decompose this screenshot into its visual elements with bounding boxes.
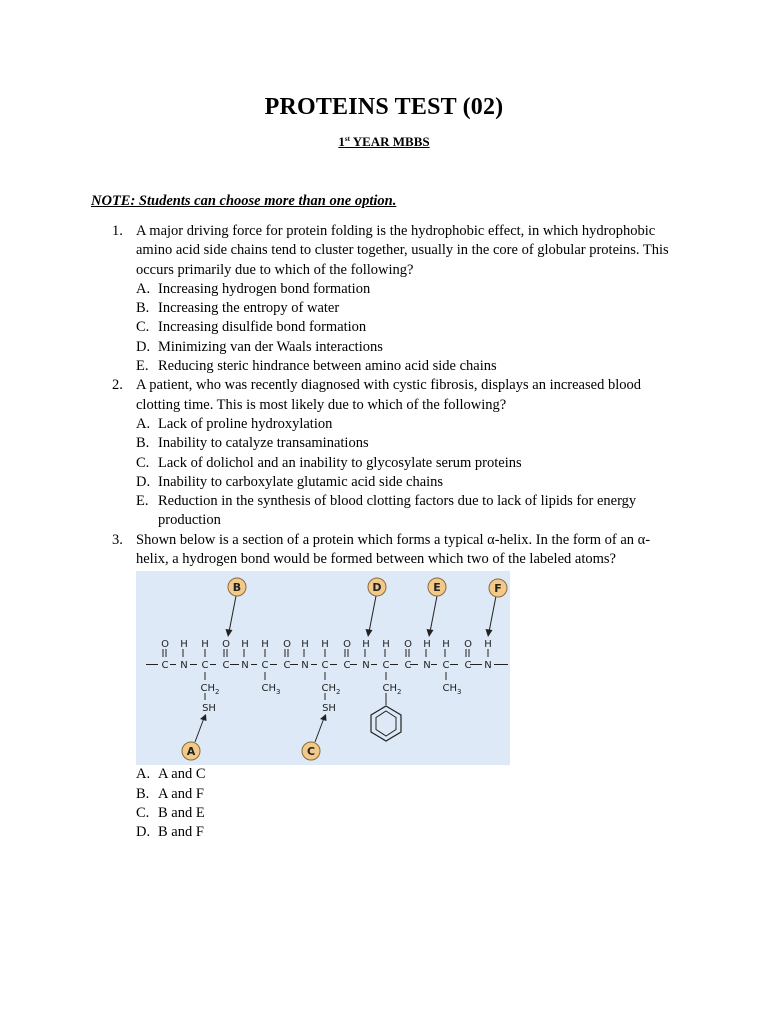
group-ch2: $CH_2$ [382,683,402,697]
option-text: Inability to carboxylate glutamic acid side chains [158,473,444,490]
callout-f-label: F [494,582,502,596]
callout-a-label: A [186,745,196,759]
atom-c: C [261,660,269,672]
group-ch2: $CH_2$ [200,683,220,697]
option-letter: A. [136,766,151,783]
option-c[interactable] [136,804,676,823]
option-text: Lack of proline hydroxylation [158,415,333,432]
option-letter: E. [136,358,149,375]
peptide-structure-figure [136,571,510,765]
option-a[interactable] [136,415,676,434]
question-number: 3. [112,531,123,548]
question-text: Shown below is a section of a protein which forms a typical α-helix. In the form of an α-helix, a hydrogen bond would be formed between which two of the labeled atoms? [136,531,651,568]
callout-c-label: C [306,745,316,759]
question-number: 1. [112,223,123,239]
callout-d [368,578,386,596]
peptide-structure-diagram [136,571,510,765]
callout-e-label: E [433,581,441,595]
page-title: PROTEINS TEST (02) [264,94,504,120]
question-3 [0,531,676,843]
atom-n: N [362,660,370,672]
atom-c: C [201,660,209,672]
callout-c [302,742,320,760]
question-list [0,222,768,843]
question-1 [0,222,676,376]
atom-h: H [362,639,370,651]
option-c[interactable] [136,318,676,337]
option-text: A and C [158,766,206,783]
option-text: Increasing hydrogen bond formation [158,280,371,297]
page-subtitle [0,134,768,150]
atom-h: H [423,639,431,651]
atom-h: H [321,639,329,651]
option-letter: A. [136,415,151,432]
option-e[interactable] [136,492,676,531]
instruction-note: NOTE: Students can choose more than one option. [91,193,397,209]
option-letter: C. [136,804,150,821]
option-d[interactable] [136,338,676,357]
option-a[interactable] [136,765,676,784]
atom-n: N [241,660,249,672]
atom-c: C [442,660,450,672]
atom-h: H [201,639,209,651]
atom-n: N [423,660,431,672]
callout-a [182,742,200,760]
atom-o: O [404,639,412,651]
callout-d-label: D [372,581,382,595]
option-a[interactable] [136,280,676,299]
option-letter: A. [136,280,151,297]
question-2 [0,376,676,530]
atom-o: O [343,639,351,651]
option-letter: B. [136,435,150,452]
atom-h: H [442,639,450,651]
option-text: Lack of dolichol and an inability to glycosylate serum proteins [158,454,522,471]
option-d[interactable] [136,823,676,842]
atom-c: C [321,660,329,672]
callout-b [228,578,246,596]
option-letter: C. [136,319,150,336]
atom-c: C [343,660,351,672]
atom-h: H [382,639,390,651]
group-ch3: $CH_3$ [261,683,281,697]
option-b[interactable] [136,785,676,804]
option-letter: B. [136,785,150,802]
atom-o: O [161,639,169,651]
atom-c: C [222,660,230,672]
atom-n: N [180,660,188,672]
question-text: A patient, who was recently diagnosed with cystic fibrosis, displays an increased blood clotting time. This is most likely due to which of the following? [136,377,641,413]
atom-h: H [180,639,188,651]
callout-b-label: B [232,581,242,595]
atom-h: H [261,639,269,651]
option-text: Increasing the entropy of water [158,300,340,317]
option-letter: C. [136,454,150,471]
atom-o: O [283,639,291,651]
atom-o: O [464,639,472,651]
option-e[interactable] [136,357,676,376]
group-sh: SH [322,703,336,715]
option-text: A and F [158,785,204,802]
question-number: 2. [112,377,123,394]
callout-f [489,579,507,597]
option-text: Increasing disulfide bond formation [158,319,367,336]
option-text: B and E [158,804,205,821]
group-ch2: $CH_2$ [321,683,341,697]
atom-c: C [464,660,472,672]
option-letter: D. [136,824,151,841]
group-ch3: $CH_3$ [442,683,462,697]
option-c[interactable] [136,454,676,473]
subtitle-text: YEAR MBBS [349,134,430,149]
atom-c: C [283,660,291,672]
option-b[interactable] [136,434,676,453]
callout-e [428,578,446,596]
group-sh: SH [202,703,216,715]
option-letter: D. [136,338,151,355]
option-text: Reducing steric hindrance between amino acid side chains [158,358,497,375]
option-letter: D. [136,473,151,490]
option-text: B and F [158,824,204,841]
atom-h: H [241,639,249,651]
atom-n: N [484,660,492,672]
option-letter: B. [136,300,150,317]
atom-h: H [484,639,492,651]
option-text: Inability to catalyze transaminations [158,435,369,452]
option-letter: E. [136,493,149,510]
option-text: Minimizing van der Waals interactions [158,338,383,355]
question-text: A major driving force for protein folding is the hydrophobic effect, in which hydrophobic amino acid side chains tend to cluster together, usually in the core of globular proteins. This occurs primarily due to which of the following? [136,223,669,278]
atom-c: C [382,660,390,672]
atom-o: O [222,639,230,651]
option-b[interactable] [136,299,676,318]
option-text: Reduction in the synthesis of blood clotting factors due to lack of lipids for energy production [158,493,637,529]
subtitle-superscript: st [344,135,350,143]
atom-n: N [301,660,309,672]
atom-c: C [404,660,412,672]
option-d[interactable] [136,473,676,492]
atom-c: C [161,660,169,672]
atom-h: H [301,639,309,651]
subtitle-number: 1 [338,134,345,149]
